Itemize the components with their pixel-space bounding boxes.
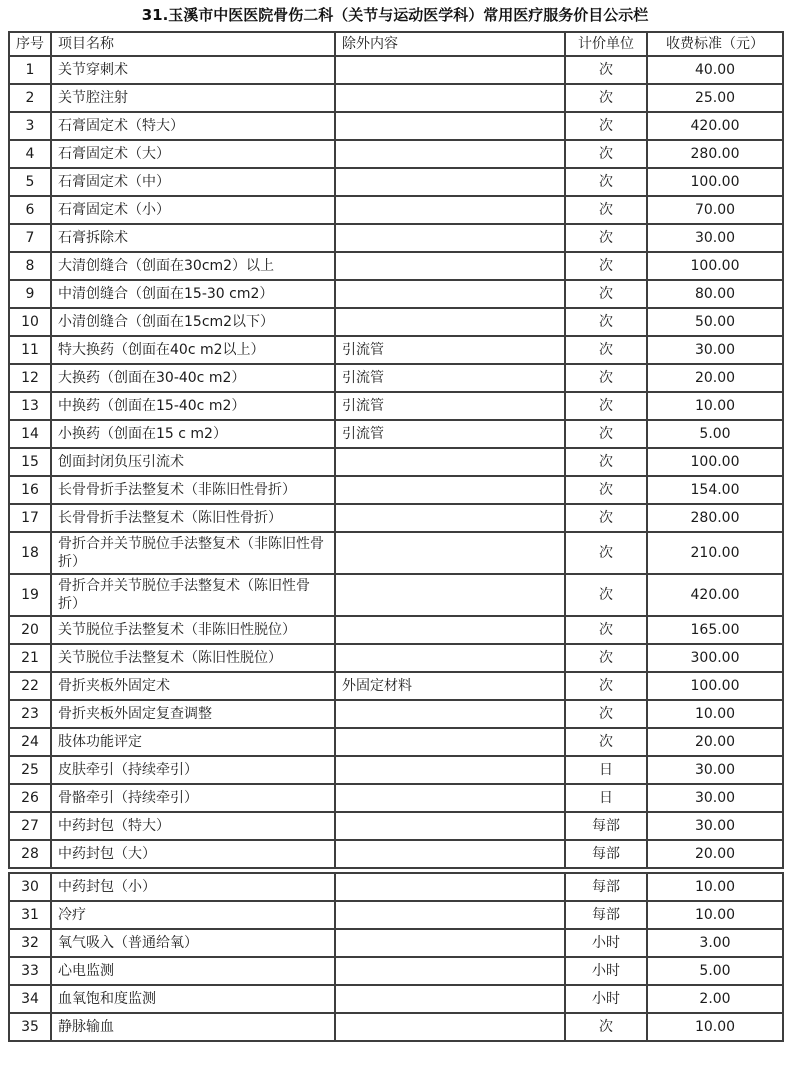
price-cell: 10.00 (647, 901, 783, 929)
exclusion-cell (335, 756, 565, 784)
seq-cell: 22 (9, 672, 51, 700)
item-name-cell: 石膏拆除术 (51, 224, 335, 252)
price-cell: 420.00 (647, 574, 783, 616)
exclusion-cell (335, 532, 565, 574)
exclusion-cell: 引流管 (335, 336, 565, 364)
table-row (9, 140, 783, 168)
seq-cell: 20 (9, 616, 51, 644)
price-cell: 100.00 (647, 168, 783, 196)
item-name-cell: 中药封包（特大） (51, 812, 335, 840)
item-name-cell: 特大换药（创面在40c m2以上） (51, 336, 335, 364)
price-cell: 165.00 (647, 616, 783, 644)
price-cell: 100.00 (647, 672, 783, 700)
price-cell: 2.00 (647, 985, 783, 1013)
exclusion-cell (335, 644, 565, 672)
price-cell: 300.00 (647, 644, 783, 672)
exclusion-cell (335, 901, 565, 929)
seq-cell: 21 (9, 644, 51, 672)
exclusion-cell (335, 840, 565, 868)
seq-cell: 18 (9, 532, 51, 574)
col-header-item-name: 项目名称 (51, 32, 335, 56)
seq-cell: 19 (9, 574, 51, 616)
item-name-cell: 冷疗 (51, 901, 335, 929)
item-name-cell: 长骨骨折手法整复术（陈旧性骨折） (51, 504, 335, 532)
exclusion-cell (335, 448, 565, 476)
item-name-cell: 皮肤牵引（持续牵引） (51, 756, 335, 784)
price-cell: 20.00 (647, 728, 783, 756)
price-cell: 30.00 (647, 812, 783, 840)
exclusion-cell (335, 308, 565, 336)
seq-cell: 23 (9, 700, 51, 728)
price-cell: 20.00 (647, 840, 783, 868)
item-name-cell: 创面封闭负压引流术 (51, 448, 335, 476)
table-row (9, 112, 783, 140)
header-row (9, 32, 783, 56)
seq-cell: 2 (9, 84, 51, 112)
exclusion-cell (335, 957, 565, 985)
seq-cell: 31 (9, 901, 51, 929)
item-name-cell: 小清创缝合（创面在15cm2以下） (51, 308, 335, 336)
table-row (9, 420, 783, 448)
seq-cell: 25 (9, 756, 51, 784)
exclusion-cell (335, 280, 565, 308)
item-name-cell: 大换药（创面在30-40c m2） (51, 364, 335, 392)
table-row (9, 84, 783, 112)
price-cell: 30.00 (647, 756, 783, 784)
unit-cell: 小时 (565, 929, 647, 957)
exclusion-cell (335, 929, 565, 957)
table-row (9, 392, 783, 420)
seq-cell: 10 (9, 308, 51, 336)
table-row (9, 532, 783, 574)
table-row (9, 873, 783, 901)
price-cell: 280.00 (647, 140, 783, 168)
item-name-cell: 肢体功能评定 (51, 728, 335, 756)
unit-cell: 次 (565, 1013, 647, 1041)
seq-cell: 12 (9, 364, 51, 392)
item-name-cell: 石膏固定术（大） (51, 140, 335, 168)
item-name-cell: 小换药（创面在15 c m2） (51, 420, 335, 448)
price-table-main (8, 31, 784, 869)
item-name-cell: 氧气吸入（普通给氧） (51, 929, 335, 957)
item-name-cell: 大清创缝合（创面在30cm2）以上 (51, 252, 335, 280)
table-row (9, 756, 783, 784)
price-cell: 100.00 (647, 448, 783, 476)
seq-cell: 3 (9, 112, 51, 140)
unit-cell: 次 (565, 644, 647, 672)
table-row (9, 728, 783, 756)
item-name-cell: 中药封包（小） (51, 873, 335, 901)
price-cell: 30.00 (647, 224, 783, 252)
price-cell: 70.00 (647, 196, 783, 224)
table-row (9, 476, 783, 504)
unit-cell: 次 (565, 224, 647, 252)
seq-cell: 9 (9, 280, 51, 308)
price-cell: 5.00 (647, 420, 783, 448)
exclusion-cell: 引流管 (335, 364, 565, 392)
seq-cell: 15 (9, 448, 51, 476)
unit-cell: 每部 (565, 812, 647, 840)
unit-cell: 次 (565, 364, 647, 392)
table-row (9, 280, 783, 308)
seq-cell: 33 (9, 957, 51, 985)
table-row (9, 336, 783, 364)
item-name-cell: 关节穿刺术 (51, 56, 335, 84)
table-row (9, 957, 783, 985)
item-name-cell: 血氧饱和度监测 (51, 985, 335, 1013)
page-title: 31.玉溪市中医医院骨伤二科（关节与运动医学科）常用医疗服务价目公示栏 (141, 6, 649, 24)
item-name-cell: 骨骼牵引（持续牵引） (51, 784, 335, 812)
price-cell: 3.00 (647, 929, 783, 957)
price-cell: 154.00 (647, 476, 783, 504)
table-row (9, 448, 783, 476)
exclusion-cell (335, 504, 565, 532)
unit-cell: 次 (565, 392, 647, 420)
exclusion-cell (335, 985, 565, 1013)
item-name-cell: 骨折合并关节脱位手法整复术（陈旧性骨折） (51, 574, 335, 616)
seq-cell: 1 (9, 56, 51, 84)
table-row (9, 504, 783, 532)
table-row (9, 252, 783, 280)
table-row (9, 700, 783, 728)
table-row (9, 308, 783, 336)
unit-cell: 日 (565, 756, 647, 784)
exclusion-cell (335, 112, 565, 140)
unit-cell: 次 (565, 448, 647, 476)
exclusion-cell (335, 476, 565, 504)
item-name-cell: 骨折合并关节脱位手法整复术（非陈旧性骨折） (51, 532, 335, 574)
exclusion-cell (335, 784, 565, 812)
seq-cell: 13 (9, 392, 51, 420)
item-name-cell: 长骨骨折手法整复术（非陈旧性骨折） (51, 476, 335, 504)
table-row (9, 616, 783, 644)
seq-cell: 28 (9, 840, 51, 868)
item-name-cell: 中换药（创面在15-40c m2） (51, 392, 335, 420)
table-row (9, 985, 783, 1013)
table-row (9, 574, 783, 616)
exclusion-cell (335, 196, 565, 224)
exclusion-cell (335, 168, 565, 196)
table-row (9, 56, 783, 84)
exclusion-cell (335, 140, 565, 168)
price-cell: 10.00 (647, 1013, 783, 1041)
exclusion-cell (335, 728, 565, 756)
price-cell: 40.00 (647, 56, 783, 84)
seq-cell: 6 (9, 196, 51, 224)
seq-cell: 27 (9, 812, 51, 840)
table-row (9, 224, 783, 252)
exclusion-cell (335, 84, 565, 112)
exclusion-cell (335, 700, 565, 728)
item-name-cell: 心电监测 (51, 957, 335, 985)
seq-cell: 14 (9, 420, 51, 448)
table-row (9, 672, 783, 700)
seq-cell: 35 (9, 1013, 51, 1041)
table-row (9, 840, 783, 868)
seq-cell: 17 (9, 504, 51, 532)
price-cell: 80.00 (647, 280, 783, 308)
seq-cell: 34 (9, 985, 51, 1013)
col-header-unit: 计价单位 (565, 32, 647, 56)
exclusion-cell (335, 812, 565, 840)
unit-cell: 每部 (565, 840, 647, 868)
col-header-price: 收费标准（元） (647, 32, 783, 56)
price-cell: 50.00 (647, 308, 783, 336)
unit-cell: 次 (565, 252, 647, 280)
seq-cell: 26 (9, 784, 51, 812)
exclusion-cell: 引流管 (335, 420, 565, 448)
exclusion-cell (335, 574, 565, 616)
unit-cell: 次 (565, 140, 647, 168)
price-cell: 20.00 (647, 364, 783, 392)
seq-cell: 16 (9, 476, 51, 504)
table-row (9, 196, 783, 224)
price-table-continued (8, 872, 784, 1042)
price-cell: 100.00 (647, 252, 783, 280)
seq-cell: 11 (9, 336, 51, 364)
table-row (9, 901, 783, 929)
price-cell: 30.00 (647, 336, 783, 364)
unit-cell: 次 (565, 84, 647, 112)
unit-cell: 次 (565, 336, 647, 364)
unit-cell: 每部 (565, 873, 647, 901)
unit-cell: 次 (565, 308, 647, 336)
item-name-cell: 中清创缝合（创面在15-30 cm2） (51, 280, 335, 308)
unit-cell: 次 (565, 280, 647, 308)
unit-cell: 次 (565, 476, 647, 504)
seq-cell: 24 (9, 728, 51, 756)
price-cell: 30.00 (647, 784, 783, 812)
price-cell: 10.00 (647, 392, 783, 420)
exclusion-cell (335, 252, 565, 280)
seq-cell: 7 (9, 224, 51, 252)
price-cell: 210.00 (647, 532, 783, 574)
seq-cell: 8 (9, 252, 51, 280)
exclusion-cell: 引流管 (335, 392, 565, 420)
item-name-cell: 静脉输血 (51, 1013, 335, 1041)
col-header-exclusion: 除外内容 (335, 32, 565, 56)
unit-cell: 次 (565, 504, 647, 532)
seq-cell: 30 (9, 873, 51, 901)
table-row (9, 364, 783, 392)
table-row (9, 812, 783, 840)
seq-cell: 5 (9, 168, 51, 196)
exclusion-cell (335, 1013, 565, 1041)
unit-cell: 次 (565, 168, 647, 196)
price-cell: 280.00 (647, 504, 783, 532)
seq-cell: 32 (9, 929, 51, 957)
exclusion-cell (335, 616, 565, 644)
table-row (9, 644, 783, 672)
item-name-cell: 关节脱位手法整复术（陈旧性脱位） (51, 644, 335, 672)
item-name-cell: 关节脱位手法整复术（非陈旧性脱位） (51, 616, 335, 644)
unit-cell: 次 (565, 56, 647, 84)
table-row (9, 784, 783, 812)
price-cell: 5.00 (647, 957, 783, 985)
table-row (9, 1013, 783, 1041)
item-name-cell: 骨折夹板外固定复查调整 (51, 700, 335, 728)
unit-cell: 次 (565, 728, 647, 756)
unit-cell: 次 (565, 574, 647, 616)
price-cell: 10.00 (647, 873, 783, 901)
price-cell: 420.00 (647, 112, 783, 140)
item-name-cell: 石膏固定术（小） (51, 196, 335, 224)
unit-cell: 每部 (565, 901, 647, 929)
unit-cell: 次 (565, 196, 647, 224)
unit-cell: 次 (565, 616, 647, 644)
seq-cell: 4 (9, 140, 51, 168)
unit-cell: 小时 (565, 957, 647, 985)
exclusion-cell (335, 873, 565, 901)
item-name-cell: 石膏固定术（中） (51, 168, 335, 196)
unit-cell: 次 (565, 112, 647, 140)
unit-cell: 次 (565, 420, 647, 448)
item-name-cell: 骨折夹板外固定术 (51, 672, 335, 700)
col-header-seq: 序号 (9, 32, 51, 56)
unit-cell: 日 (565, 784, 647, 812)
exclusion-cell: 外固定材料 (335, 672, 565, 700)
unit-cell: 小时 (565, 985, 647, 1013)
unit-cell: 次 (565, 700, 647, 728)
table-row (9, 929, 783, 957)
exclusion-cell (335, 56, 565, 84)
exclusion-cell (335, 224, 565, 252)
price-cell: 10.00 (647, 700, 783, 728)
price-cell: 25.00 (647, 84, 783, 112)
item-name-cell: 中药封包（大） (51, 840, 335, 868)
unit-cell: 次 (565, 532, 647, 574)
item-name-cell: 关节腔注射 (51, 84, 335, 112)
item-name-cell: 石膏固定术（特大） (51, 112, 335, 140)
table-row (9, 168, 783, 196)
unit-cell: 次 (565, 672, 647, 700)
